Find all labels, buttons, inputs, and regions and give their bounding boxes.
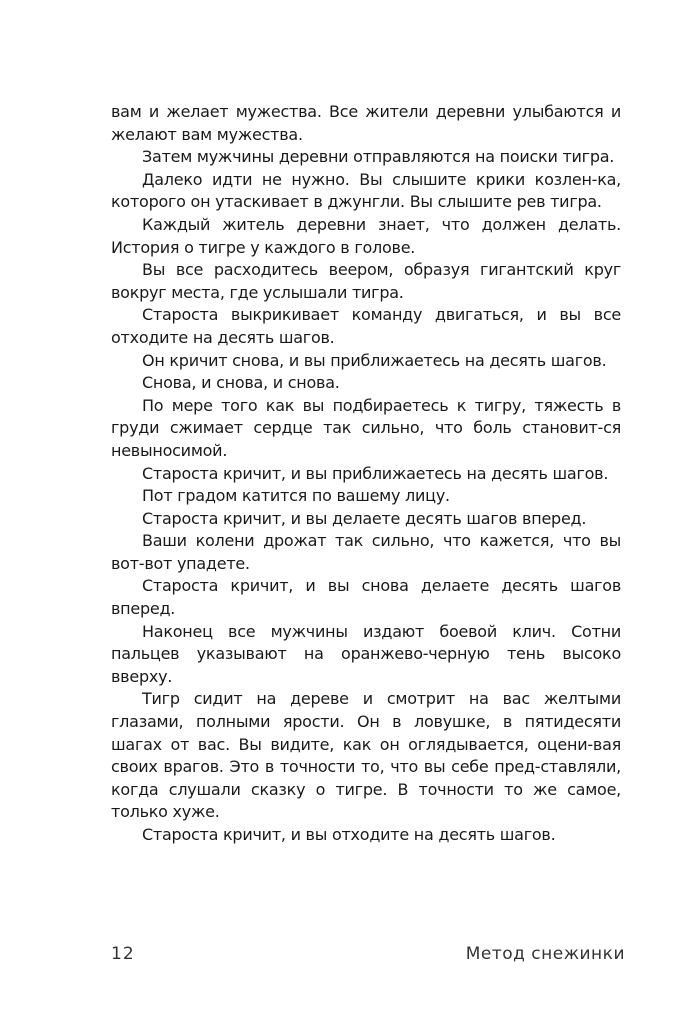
body-text [111,101,621,847]
paragraph: Снова, и снова, и снова. [142,373,340,393]
paragraph: Пот градом катится по вашему лицу. [142,486,450,506]
page-number: 12 [111,944,135,964]
paragraph: Вы все расходитесь веером, образуя гигантский круг вокруг места, где услышали тигра. [111,260,621,302]
paragraph: Староста кричит, и вы снова делаете десять шагов вперед. [111,576,621,619]
paragraph: вам и желает мужества. Все жители деревни улыбаются и желают вам мужества. [111,102,621,144]
paragraph: Ваши колени дрожат так сильно, что кажется, что вы вот-вот упадете. [111,531,621,573]
paragraph: Староста кричит, и вы приближаетесь на десять шагов. [142,463,609,483]
running-title: Метод снежинки [465,944,625,964]
paragraph: Наконец все мужчины издают боевой клич. Сотни пальцев указывают на оранжево-черную тень высоко вверху. [111,621,621,686]
paragraph: Староста выкрикивает команду двигаться, и вы все отходите на десять шагов. [111,305,621,347]
paragraph: По мере того как вы подбираетесь к тигру, тяжесть в груди сжимает сердце так сильно, что боль становит-ся невыносимой. [111,395,621,460]
paragraph: Он кричит снова, и вы приближаетесь на десять шагов. [142,350,607,370]
paragraph: Каждый житель деревни знает, что должен делать. История о тигре у каждого в голове. [111,214,621,257]
paragraph: Староста кричит, и вы делаете десять шагов вперед. [142,508,587,528]
page-footer [111,944,625,968]
paragraph: Староста кричит, и вы отходите на десять шагов. [142,825,556,844]
paragraph: Далеко идти не нужно. Вы слышите крики козлен-ка, которого он утаскивает в джунгли. Вы слышите рев тигра. [111,169,621,212]
paragraph: Тигр сидит на дереве и смотрит на вас желтыми глазами, полными ярости. Он в ловушке, в пятидесяти шагах от вас. Вы видите, как он оглядывается, оцени-вая своих врагов. Это в точности то, что вы себе пред-ставляли, когда слушали сказку о тигре. В точности то же самое, только хуже. [111,689,621,822]
paragraph: Затем мужчины деревни отправляются на поиски тигра. [142,147,615,167]
